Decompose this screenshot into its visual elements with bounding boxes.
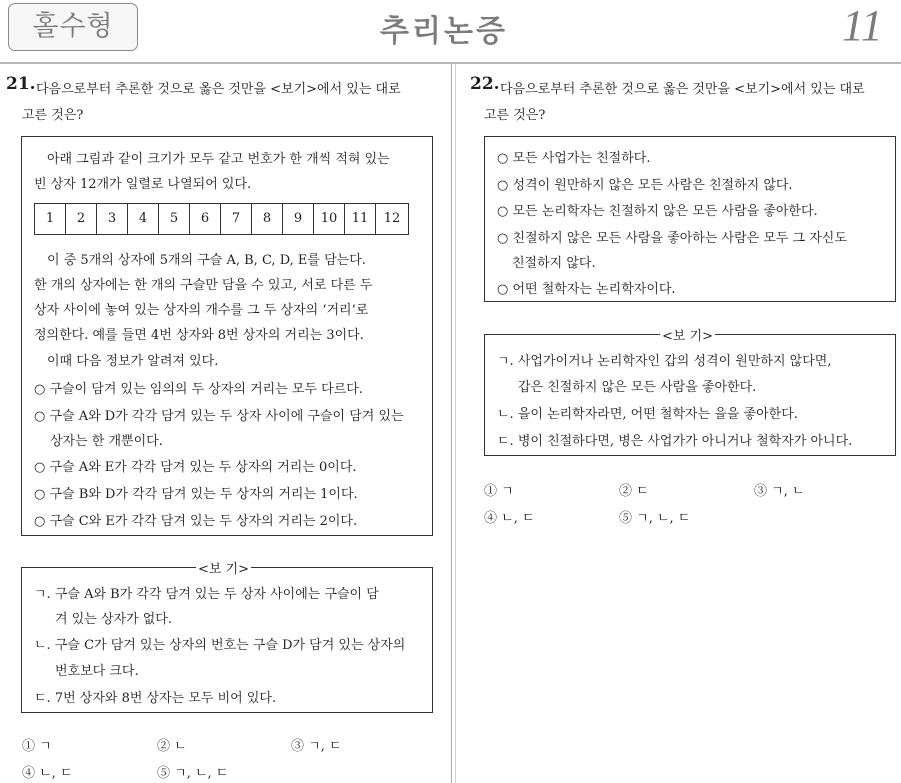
- page-header: [0, 0, 901, 60]
- q21-choice-5[interactable]: ⑤ ㄱ, ㄴ, ㄷ: [157, 766, 229, 781]
- q22-choice-5[interactable]: ⑤ ㄱ, ㄴ, ㄷ: [619, 511, 691, 526]
- q21-choice-2[interactable]: ② ㄴ: [157, 739, 187, 754]
- q21-passage-line: 이때 다음 정보가 알려져 있다.: [47, 354, 219, 369]
- q21-passage-line: 빈 상자 12개가 일렬로 나열되어 있다.: [34, 177, 252, 192]
- box-cell: 2: [66, 204, 97, 234]
- box-cell: 7: [221, 204, 252, 234]
- q22-bogi-title: <보 기>: [660, 325, 715, 344]
- box-cell: 1: [35, 204, 66, 234]
- q21-choice-1[interactable]: ① ㄱ: [22, 739, 52, 754]
- q21-condition: ○ 구슬이 담겨 있는 임의의 두 상자의 거리는 모두 다르다.: [34, 382, 363, 397]
- subject-title: 추리논증: [380, 14, 508, 49]
- q21-bogi-item: 번호보다 크다.: [55, 664, 139, 679]
- q21-passage-line: 정의한다. 예를 들면 4번 상자와 8번 상자의 거리는 3이다.: [34, 328, 364, 343]
- q21-condition: 상자는 한 개뿐이다.: [50, 434, 163, 449]
- q21-condition: ○ 구슬 C와 E가 각각 담겨 있는 두 상자의 거리는 2이다.: [34, 514, 358, 529]
- q22-bogi-item: ㄷ. 병이 친절하다면, 병은 사업가가 아니거나 철학자가 아니다.: [497, 434, 853, 449]
- q22-premise: ○ 성격이 원만하지 않은 모든 사람은 친절하지 않다.: [497, 178, 793, 193]
- q21-choice-4[interactable]: ④ ㄴ, ㄷ: [22, 766, 73, 781]
- q22-choice-3[interactable]: ③ ㄱ, ㄴ: [754, 484, 805, 499]
- q22-bogi-item: ㄱ. 사업가이거나 논리학자인 갑의 성격이 원만하지 않다면,: [497, 354, 832, 369]
- q22-stem-line2: 고른 것은?: [484, 108, 546, 123]
- q22-choice-4[interactable]: ④ ㄴ, ㄷ: [484, 511, 535, 526]
- q21-passage-line: 한 개의 상자에는 한 개의 구슬만 담을 수 있고, 서로 다른 두: [34, 278, 373, 293]
- q22-premise: ○ 모든 논리학자는 친절하지 않은 모든 사람을 좋아한다.: [497, 204, 818, 219]
- box-cell: 10: [314, 204, 345, 234]
- exam-type-badge: 홀수형: [8, 3, 138, 51]
- column-divider-secondary: [455, 64, 456, 783]
- box-cell: 4: [128, 204, 159, 234]
- q21-passage-line: 아래 그림과 같이 크기가 모두 같고 번호가 한 개씩 적혀 있는: [47, 152, 390, 167]
- box-cell: 6: [190, 204, 221, 234]
- box-cell: 11: [345, 204, 376, 234]
- q22-choice-2[interactable]: ② ㄷ: [619, 484, 649, 499]
- q22-premise: ○ 어떤 철학자는 논리학자이다.: [497, 282, 676, 297]
- q21-stem-line2: 고른 것은?: [22, 108, 84, 123]
- q22-choice-1[interactable]: ① ㄱ: [484, 484, 514, 499]
- q22-number: 22.: [470, 74, 500, 94]
- q21-stem-line1: 다음으로부터 추론한 것으로 옳은 것만을 <보기>에서 있는 대로: [36, 82, 401, 97]
- q21-bogi-item: ㄴ. 구슬 C가 담겨 있는 상자의 번호는 구슬 D가 담겨 있는 상자의: [34, 638, 406, 653]
- q22-premise: ○ 친절하지 않은 모든 사람을 좋아하는 사람은 모두 그 자신도: [497, 231, 847, 246]
- q22-stem-line1: 다음으로부터 추론한 것으로 옳은 것만을 <보기>에서 있는 대로: [500, 82, 865, 97]
- q21-number: 21.: [6, 74, 36, 94]
- q21-passage-line: 상자 사이에 놓여 있는 상자의 개수를 그 두 상자의 ‘거리’로: [34, 303, 369, 318]
- q21-passage-line: 이 중 5개의 상자에 5개의 구슬 A, B, C, D, E를 담는다.: [47, 253, 366, 268]
- q21-choice-3[interactable]: ③ ㄱ, ㄷ: [291, 739, 342, 754]
- q22-bogi-item: ㄴ. 을이 논리학자라면, 어떤 철학자는 을을 좋아한다.: [497, 407, 798, 422]
- page-number: 11: [842, 1, 883, 50]
- box-cell: 12: [383, 211, 401, 226]
- q21-condition: ○ 구슬 A와 E가 각각 담겨 있는 두 상자의 거리는 0이다.: [34, 460, 357, 475]
- q21-condition: ○ 구슬 B와 D가 각각 담겨 있는 두 상자의 거리는 1이다.: [34, 487, 358, 502]
- q21-condition: ○ 구슬 A와 D가 각각 담겨 있는 두 상자 사이에 구슬이 담겨 있는: [34, 409, 404, 424]
- box-cell: 3: [97, 204, 128, 234]
- box-cell: 8: [252, 204, 283, 234]
- q21-bogi-item: ㄷ. 7번 상자와 8번 상자는 모두 비어 있다.: [34, 691, 277, 706]
- box-cell: 9: [283, 204, 314, 234]
- column-divider: [451, 64, 452, 783]
- q21-box-row: [34, 203, 409, 235]
- box-cell: 5: [159, 204, 190, 234]
- q22-premise: 친절하지 않다.: [512, 256, 596, 271]
- q21-bogi-item: 겨 있는 상자가 없다.: [55, 612, 172, 627]
- q21-bogi-item: ㄱ. 구슬 A와 B가 각각 담겨 있는 두 상자 사이에는 구슬이 담: [34, 587, 379, 602]
- q22-bogi-item: 갑은 친절하지 않은 모든 사람을 좋아한다.: [518, 380, 757, 395]
- q22-premise: ○ 모든 사업가는 친절하다.: [497, 151, 651, 166]
- q21-bogi-title: <보 기>: [196, 558, 251, 577]
